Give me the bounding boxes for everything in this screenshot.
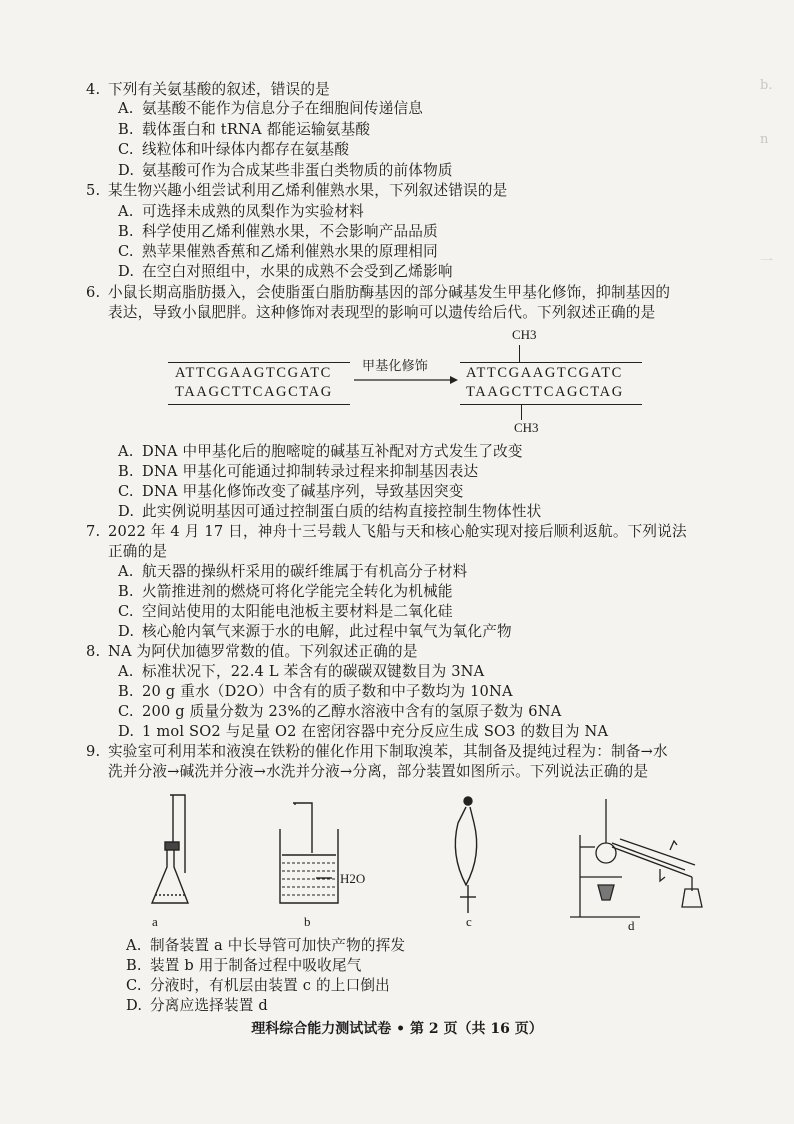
water-label: H2O	[340, 871, 366, 886]
question-9-option-b: B. 装置 b 用于制备过程中吸收尾气	[126, 957, 362, 974]
question-7-option-c: C. 空间站使用的太阳能电池板主要材料是二氧化硅	[118, 603, 453, 620]
question-6-option-d: D. 此实例说明基因可通过控制蛋白质的结构直接控制生物体性状	[118, 503, 542, 520]
apparatus-figure	[140, 785, 720, 935]
question-8-stem: 8. NA 为阿伏加德罗常数的值。下列叙述正确的是	[86, 643, 418, 660]
dna-left-top-strand: ATTCGAAGTCGATC	[175, 365, 332, 381]
question-4-option-c: C. 线粒体和叶绿体内都存在氨基酸	[118, 141, 350, 158]
question-8-option-a: A. 标准状况下，22.4 L 苯含有的碳碳双键数目为 3NA	[118, 663, 485, 680]
dna-right-top-strand: ATTCGAAGTCGATC	[466, 365, 623, 381]
question-6-option-a: A. DNA 中甲基化后的胞嘧啶的碱基互补配对方式发生了改变	[118, 443, 523, 460]
question-7-option-b: B. 火箭推进剂的燃烧可将化学能完全转化为机械能	[118, 583, 453, 600]
methyl-bond-bottom	[521, 404, 522, 420]
question-7-option-a: A. 航天器的操纵杆采用的碳纤维属于有机高分子材料	[118, 563, 468, 580]
question-4-stem: 4. 下列有关氨基酸的叙述，错误的是	[86, 81, 330, 98]
apparatus-c-separatory-funnel	[455, 797, 476, 913]
question-4-option-b: B. 载体蛋白和 tRNA 都能运输氨基酸	[118, 121, 371, 138]
question-5-option-c: C. 熟苹果催熟香蕉和乙烯利催熟水果的原理相同	[118, 243, 438, 260]
question-7-stem: 7. 2022 年 4 月 17 日，神舟十三号载人飞船与天和核心舱实现对接后顺利返航。下列说法	[86, 523, 687, 540]
dna-strand-line-top	[168, 362, 350, 363]
apparatus-c-label: c	[466, 914, 472, 929]
apparatus-a-flask	[152, 795, 188, 903]
question-5-option-a: A. 可选择未成熟的凤梨作为实验材料	[118, 203, 364, 220]
methylation-arrow	[350, 374, 460, 386]
methyl-group-top-label: CH3	[512, 327, 537, 342]
bleed-through-mark: 一	[760, 254, 774, 269]
methyl-group-bottom-label: CH3	[514, 420, 539, 435]
dna-left-bottom-strand: TAAGCTTCAGCTAG	[175, 384, 333, 400]
dna-right-bottom-strand: TAAGCTTCAGCTAG	[466, 384, 624, 400]
question-5-option-d: D. 在空白对照组中，水果的成熟不会受到乙烯影响	[118, 263, 453, 280]
apparatus-d-label: d	[628, 918, 635, 933]
question-8-option-c: C. 200 g 质量分数为 23%的乙醇水溶液中含有的氢原子数为 6NA	[118, 703, 562, 720]
dna-strand-line-bottom	[168, 404, 350, 405]
dna-strand-line-bottom-right	[460, 404, 642, 405]
question-5-option-b: B. 科学使用乙烯利催熟水果，不会影响产品品质	[118, 223, 438, 240]
bleed-through-mark: n	[760, 132, 769, 147]
apparatus-b-beaker	[280, 803, 338, 903]
question-8-option-b: B. 20 g 重水（D2O）中含有的质子数和中子数均为 10NA	[118, 683, 513, 700]
methylation-arrow-label: 甲基化修饰	[362, 359, 429, 374]
question-9-stem-continued: 洗并分液→碱洗并分液→水洗并分液→分离，部分装置如图所示。下列说法正确的是	[108, 763, 649, 780]
bleed-through-mark: b.	[760, 78, 773, 93]
question-4-option-a: A. 氨基酸不能作为信息分子在细胞间传递信息	[118, 100, 424, 117]
question-8-option-d: D. 1 mol SO2 与足量 O2 在密闭容器中充分反应生成 SO3 的数目为 NA	[118, 723, 609, 740]
question-7-stem-continued: 正确的是	[108, 543, 168, 560]
page-footer: 理科综合能力测试试卷 • 第 2 页（共 16 页）	[251, 1021, 543, 1037]
question-6-stem-continued: 表达，导致小鼠肥胖。这种修饰对表现型的影响可以遗传给后代。下列叙述正确的是	[108, 304, 656, 321]
question-9-stem: 9. 实验室可利用苯和液溴在铁粉的催化作用下制取溴苯，其制备及提纯过程为：制备→水	[86, 743, 668, 760]
apparatus-d-distillation	[570, 799, 702, 917]
apparatus-b-label: b	[304, 914, 311, 929]
question-6-option-c: C. DNA 甲基化修饰改变了碱基序列，导致基因突变	[118, 483, 464, 500]
question-6-option-b: B. DNA 甲基化可能通过抑制转录过程来抑制基因表达	[118, 463, 479, 480]
question-9-option-a: A. 制备装置 a 中长导管可加快产物的挥发	[126, 937, 406, 954]
methyl-bond-top	[519, 345, 520, 362]
apparatus-a-label: a	[152, 914, 158, 929]
question-7-option-d: D. 核心舱内氧气来源于水的电解，此过程中氧气为氧化产物	[118, 623, 512, 640]
question-9-option-d: D. 分离应选择装置 d	[126, 997, 268, 1014]
question-9-option-c: C. 分液时，有机层由装置 c 的上口倒出	[126, 977, 390, 994]
question-4-option-d: D. 氨基酸可作为合成某些非蛋白类物质的前体物质	[118, 162, 453, 179]
question-6-stem: 6. 小鼠长期高脂肪摄入，会使脂蛋白脂肪酶基因的部分碱基发生甲基化修饰，抑制基因的	[86, 284, 671, 301]
dna-strand-line-top-right	[460, 362, 642, 363]
question-5-stem: 5. 某生物兴趣小组尝试利用乙烯利催熟水果，下列叙述错误的是	[86, 182, 508, 199]
